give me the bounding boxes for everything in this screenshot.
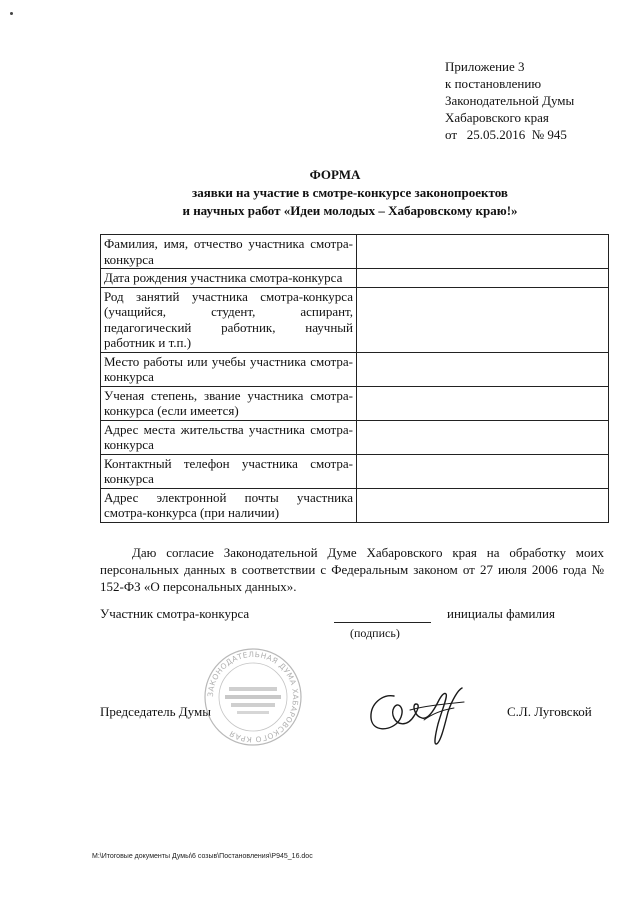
table-row (101, 386, 609, 420)
field-value[interactable] (357, 454, 609, 488)
chairman-title: Председатель Думы (100, 704, 211, 719)
form-heading: ФОРМА (309, 167, 361, 182)
field-value[interactable] (357, 287, 609, 352)
field-label: Место работы или учебы участника смотра-конкурса (101, 352, 357, 386)
official-stamp-icon (203, 647, 303, 747)
field-label: Фамилия, имя, отчество участника смотра-конкурса (101, 235, 357, 269)
participant-label: Участник смотра-конкурса (100, 606, 250, 621)
field-value[interactable] (357, 386, 609, 420)
handwritten-signature-icon (364, 680, 468, 748)
table-row (101, 352, 609, 386)
appendix-line: к постановлению (445, 76, 542, 91)
appendix-line: Законодательной Думы (445, 93, 575, 108)
field-value[interactable] (357, 420, 609, 454)
appendix-line: Хабаровского края (445, 110, 549, 125)
table-row (101, 420, 609, 454)
stamp-text: ЗАКОНОДАТЕЛЬНАЯ ДУМА ХАБАРОВСКОГО КРАЯ (205, 649, 301, 745)
initials-label: инициалы фамилия (447, 606, 555, 621)
field-label: Адрес электронной почты участника смотра-конкурса (при наличии) (101, 488, 357, 522)
application-form-table (100, 234, 609, 523)
table-row (101, 488, 609, 522)
table-row (101, 235, 609, 269)
field-label: Контактный телефон участника смотра-конкурса (101, 454, 357, 488)
field-value[interactable] (357, 269, 609, 288)
scan-mark (10, 12, 13, 15)
table-row (101, 269, 609, 288)
field-value[interactable] (357, 488, 609, 522)
consent-paragraph: Даю согласие Законодательной Думе Хабаровского края на обработку моих персональных данных в соответствии с Федеральным законом от 27 июля 2006 года № 152-ФЗ «О персональных данных». (100, 545, 604, 594)
form-title (0, 166, 640, 220)
field-label: Дата рождения участника смотра-конкурса (101, 269, 357, 288)
file-path-footer: M:\Итоговые документы Думы\6 созыв\Постановления\Р945_16.doc (92, 853, 313, 860)
field-value[interactable] (357, 235, 609, 269)
appendix-date-number: от 25.05.2016 № 945 (445, 127, 567, 142)
form-subtitle-line: заявки на участие в смотре-конкурсе законопроектов (192, 185, 508, 200)
chairman-name: С.Л. Луговской (507, 704, 592, 719)
signature-caption: (подпись) (350, 626, 400, 640)
field-label: Адрес места жительства участника смотра-конкурса (101, 420, 357, 454)
form-subtitle-line: и научных работ «Идеи молодых – Хабаровскому краю!» (182, 203, 518, 218)
field-label: Род занятий участника смотра-конкурса (учащийся, студент, аспирант, педагогический работник, научный работник и т.п.) (101, 287, 357, 352)
field-value[interactable] (357, 352, 609, 386)
table-row (101, 454, 609, 488)
table-row (101, 287, 609, 352)
signature-line[interactable] (334, 622, 431, 623)
field-label: Ученая степень, звание участника смотра-конкурса (если имеется) (101, 386, 357, 420)
appendix-line: Приложение 3 (445, 59, 525, 74)
appendix-block (445, 58, 574, 143)
